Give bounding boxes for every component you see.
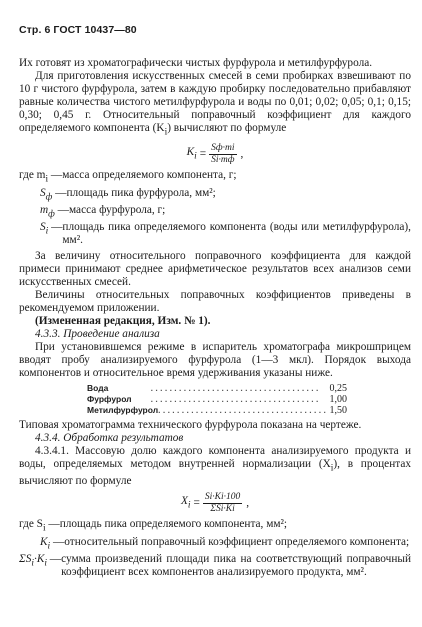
paragraph-1: Их готовят из хроматографически чистых фурфурола и метилфурфурола. (19, 57, 373, 69)
definition-row: $K_i$ — относительный поправочный коэффициент определяемого компонента; (40, 535, 410, 551)
definitions-1 (19, 169, 411, 247)
paragraph-3: За величину относительного поправочного коэффициента для каждой примеси принимают среднее арифметическое результатов всех анализов семи искусственных смесей. (19, 250, 411, 288)
amendment-note: (Измененная редакция, Изм. № 1). (35, 315, 211, 327)
formula-x: $X_i$ = $\frac{Si\cdot Ki\cdot 100}{\text{ΣSi·Ki}}$ , (180, 491, 250, 514)
definition-row: где $S_i$ — площадь пика определяемого компонента, мм²; (19, 518, 288, 534)
fraction-x: $\frac{Si\cdot Ki\cdot 100}{\text{ΣSi·Ki}}$ (204, 491, 241, 514)
section-4-3-4: 4.3.4. Обработка результатов (35, 432, 184, 444)
table-row: Фурфурол . . . . . . . . . . . . . . . . . . . . . . . . . . . . . . . . . . . . 1,00 (87, 394, 347, 405)
document-body (19, 57, 411, 579)
definition-row: $m_ф$ — масса фурфурола, г; (40, 203, 166, 219)
table-row: Метилфурфурол . . . . . . . . . . . . . . . . . . . . . . . . . . . . . . . . . . . . 1,50 (87, 405, 347, 416)
definition-row: $\Sigma S_i\cdot K_i$ — сумма произведений площади пика на соответствующий поправочный коэффициент всех компонентов анализируемого продукта, мм². (19, 552, 411, 578)
retention-table (87, 383, 347, 416)
table-row: Вода . . . . . . . . . . . . . . . . . . . . . . . . . . . . . . . . . . . . 0,25 (87, 383, 347, 394)
paragraph-6: При установившемся режиме в испаритель хроматографа микрошприцем вводят пробу анализируемого фурфурола (1—3 мкл). Порядок выхода компонентов и относительное время удерживания указаны ниже. (19, 341, 411, 379)
definitions-2 (19, 518, 411, 579)
definition-row: $S_ф$ — площадь пика фурфурола, мм²; (40, 186, 216, 202)
fraction-k: $\frac{Sф\cdot mi}{Si\cdot mф}$ (211, 142, 235, 165)
paragraph-7: Типовая хроматограмма технического фурфурола показана на чертеже. (19, 419, 362, 431)
paragraph-4: Величины относительных поправочных коэффициентов приведены в рекомендуемом приложении. (19, 289, 411, 314)
paragraph-2: Для приготовления искусственных смесей в семи пробирках взвешивают по 10 г чистого фурфурола, затем в каждую пробирку последовательно прибавляют равные количества чистого метилфурфурола и воды по 0,01; 0,02; 0,05; 0,1; 0,15; 0,30; 0,45 г. Относительный поправочный коэффициент для каждого определяемого компонента $(K_i)$ вычисляют по формуле (19, 70, 411, 138)
definition-row: где $m_i$ — масса определяемого компонента, г; (19, 169, 237, 185)
definition-row: $S_i$ — площадь пика определяемого компонента (воды или метилфурфурола), мм². (40, 221, 411, 246)
formula-k: $K_i$ = $\frac{Sф\cdot mi}{Si\cdot mф}$ , (186, 142, 244, 165)
section-4-3-3: 4.3.3. Проведение анализа (35, 328, 160, 340)
paragraph-8: 4.3.4.1. Массовую долю каждого компонента анализируемого продукта и воды, определяемых методом внутренней нормализации $(X_i)$, в процентах вычисляют по формуле (19, 445, 411, 488)
page-header: Стр. 6 ГОСТ 10437—80 (19, 24, 137, 36)
